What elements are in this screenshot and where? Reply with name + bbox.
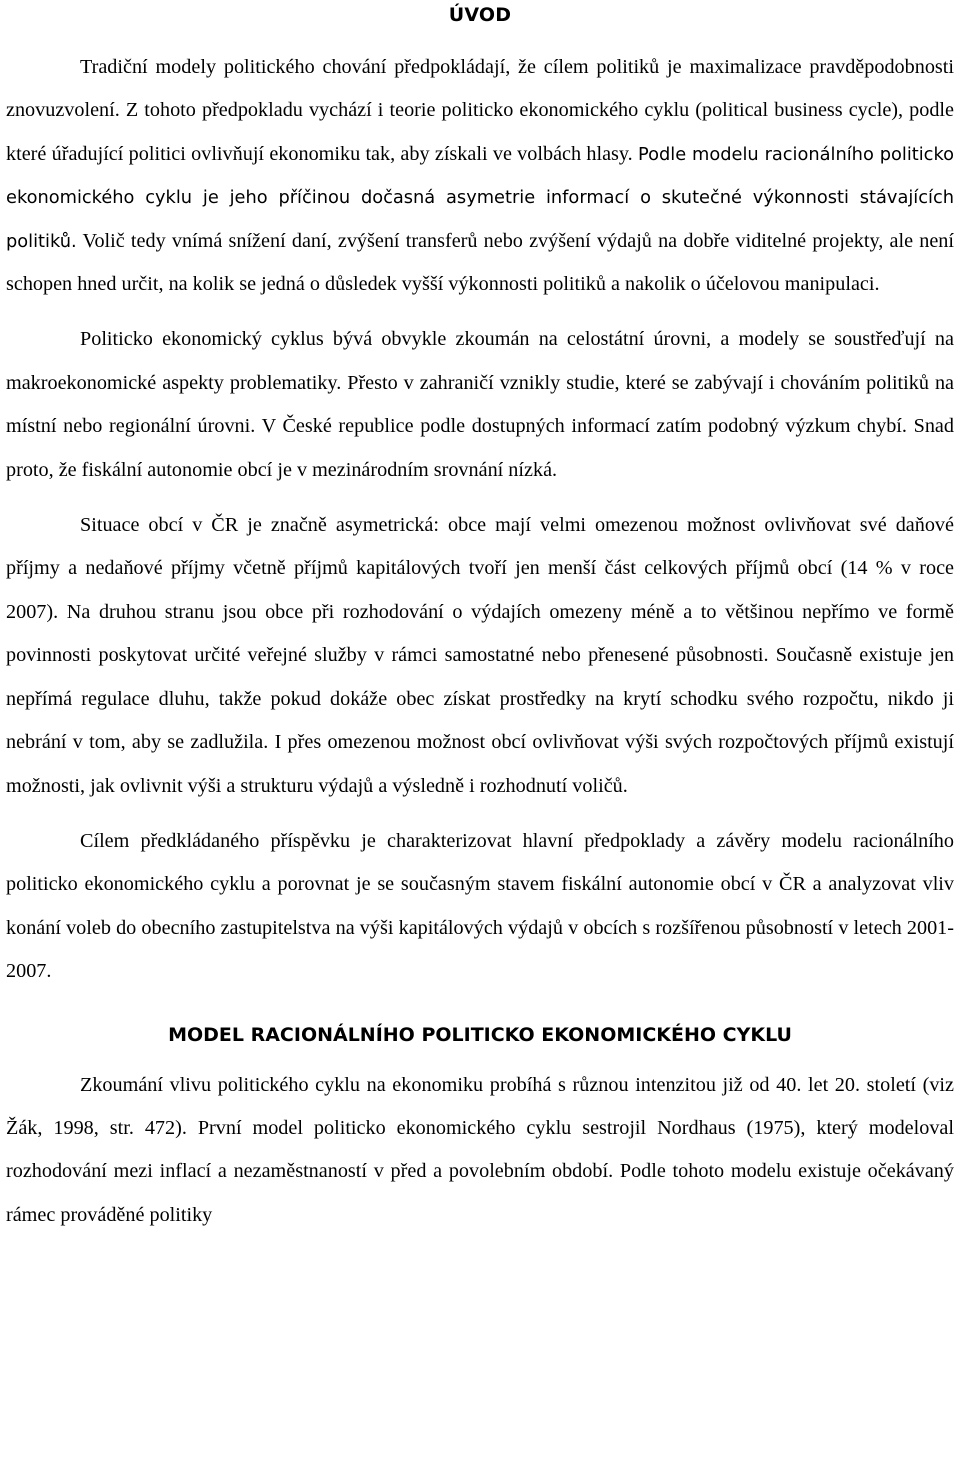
paragraph-text: Politicko ekonomický cyklus bývá obvykle zkoumán na celostátní úrovni, a modely se soustřeďují na makroekonomické aspekty problematiky. Přesto v zahraničí vznikly studie, které se zabývají i chováním politiků na místní nebo regionální úrovni. V České republice podle dostupných informací zatím podobný výzkum chybí. Snad proto, že fiskální autonomie obcí je v mezinárodním srovnání nízká. [6, 328, 954, 481]
section-heading-uvod: ÚVOD [448, 4, 512, 26]
paragraph-intro-2 [6, 318, 954, 492]
paragraph-model-1 [6, 1064, 954, 1238]
paragraph-text: Zkoumání vlivu politického cyklu na ekonomiku probíhá s různou intenzitou již od 40. let 20. století (viz Žák, 1998, str. 472). První model politicko ekonomického cyklu sestrojil Nordhaus (1975), který modeloval rozhodování mezi inflací a nezaměstnaností v před a povolebním období. Podle tohoto modelu existuje očekávaný rámec prováděné politiky [6, 1073, 954, 1226]
paragraph-intro-3 [6, 504, 954, 808]
paragraph-text: Cílem předkládaného příspěvku je charakterizovat hlavní předpoklady a závěry modelu racionálního politicko ekonomického cyklu a porovnat je se současným stavem fiskální autonomie obcí v ČR a analyzovat vliv konání voleb do obecního zastupitelstva na výši kapitálových výdajů v obcích s rozšířenou působností v letech 2001-2007. [6, 829, 954, 983]
paragraph-text-sans: Podle modelu racionálního politicko ekonomického cyklu je jeho příčinou dočasná asymetrie informací o skutečné výkonnosti stávajících politiků. [6, 143, 954, 252]
paragraph-intro-4 [6, 820, 954, 994]
section-heading-model: MODEL RACIONÁLNÍHO POLITICKO EKONOMICKÉHO CYKLU [168, 1023, 792, 1046]
paragraph-intro-1 [6, 46, 954, 306]
paragraph-text: Volič tedy vnímá snížení daní, zvýšení transferů nebo zvýšení výdajů na dobře viditelné projekty, ale není schopen hned určit, na kolik se jedná o důsledek vyšší výkonnosti politiků a nakolik o účelovou manipulaci. [6, 229, 954, 296]
paragraph-text: Situace obcí v ČR je značně asymetrická: obce mají velmi omezenou možnost ovlivňovat své daňové příjmy a nedaňové příjmy včetně příjmů kapitálových tvoří jen menší část celkových příjmů obcí (14 % v roce 2007). Na druhou stranu jsou obce při rozhodování o výdajích omezeny méně a to většinou nepřímo ve formě povinnosti poskytovat určité veřejné služby v rámci samostatné nebo přenesené působnosti. Současně existuje jen nepřímá regulace dluhu, takže pokud dokáže obec získat prostředky na krytí schodku svého rozpočtu, nikdo ji nebrání v tom, aby se zadlužila. I přes omezenou možnost obcí ovlivňovat výši svých rozpočtových příjmů existují možnosti, jak ovlivnit výši a strukturu výdajů a výsledně i rozhodnutí voličů. [6, 514, 954, 797]
paragraph-text: Tradiční modely politického chování předpokládají, že cílem politiků je maximalizace pravděpodobnosti znovuzvolení. Z tohoto předpokladu vychází i teorie politicko ekonomického cyklu (political business cycle), podle které úřadující politici ovlivňují ekonomiku tak, aby získali ve volbách hlasy. [6, 56, 954, 165]
